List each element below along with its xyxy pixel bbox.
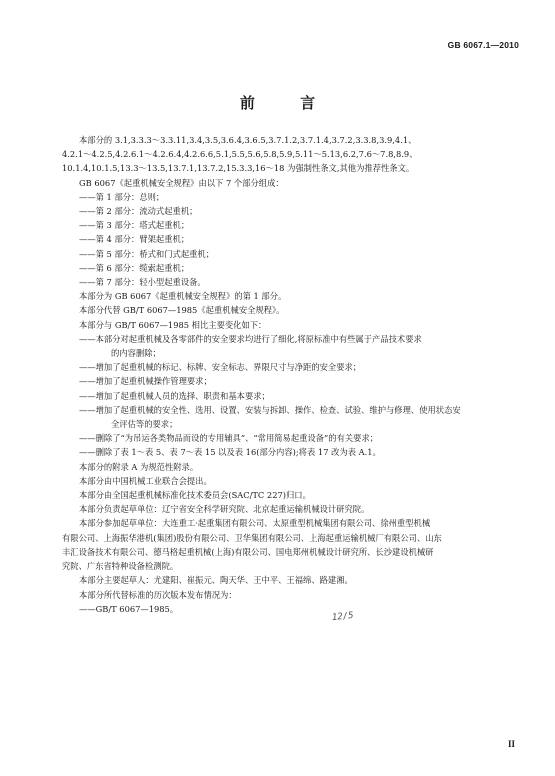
- paragraph-line: ——第 4 部分：臂架起重机；: [79, 234, 190, 245]
- paragraph-line: 本部分代替 GB/T 6067—1985《起重机械安全规程》。: [79, 305, 285, 316]
- paragraph-line: ——增加了起重机械操作管理要求；: [79, 376, 212, 387]
- paragraph-line: ——第 7 部分：轻小型起重设备。: [79, 277, 206, 288]
- paragraph-line: 丰汇设备技术有限公司、德马格起重机械(上海)有限公司、国电郑州机械设计研究所、长沙建设机械研: [62, 546, 434, 557]
- paragraph-line: ——增加了起重机械的标记、标牌、安全标志、界限尺寸与净距的安全要求；: [79, 362, 362, 373]
- paragraph-line: ——第 6 部分：缆索起重机；: [79, 262, 190, 273]
- paragraph-line: GB 6067《起重机械安全规程》由以下 7 个部分组成：: [79, 177, 284, 188]
- paragraph-line: 本部分与 GB/T 6067—1985 相比主要变化如下：: [79, 319, 267, 330]
- paragraph-line: ——第 2 部分：流动式起重机；: [79, 206, 198, 217]
- paragraph-line: 10.1.4,10.1.5,13.3～13.5,13.7.1,13.7.2,15.3.3,16～18 为强制性条文,其他为推荐性条文。: [62, 163, 415, 174]
- paragraph-line: 本部分由全国起重机械标准化技术委员会(SAC/TC 227)归口。: [79, 490, 311, 501]
- paragraph-line: 全评估等的要求；: [111, 419, 178, 430]
- paragraph-line: 的内容删除；: [111, 348, 161, 359]
- paragraph-line: 本部分的 3.1,3.3.3～3.3.11,3.4,3.5,3.6.4,3.6.5,3.7.1.2,3.7.1.4,3.7.2,3.3.8,3.9,4.1、: [79, 135, 417, 145]
- paragraph-line: 4.2.1～4.2.5,4.2.6.1～4.2.6.4,4.2.6.6,5.1,5.5,5.6,5.8,5.9,5.11～5.13,6.2,7.6～7.8,8.9、: [62, 149, 418, 160]
- paragraph-line: 本部分为 GB 6067《起重机械安全规程》的第 1 部分。: [79, 291, 287, 302]
- paragraph-line: ——第 3 部分：塔式起重机；: [79, 220, 190, 231]
- paragraph-line: 究院、广东省特种设备检测院。: [62, 561, 179, 572]
- paragraph-line: 本部分由中国机械工业联合会提出。: [79, 475, 212, 486]
- paragraph-line: ——第 5 部分：桥式和门式起重机；: [79, 248, 215, 259]
- paragraph-line: 本部分所代替标准的历次版本发布情况为：: [79, 589, 237, 600]
- paragraph-line: 本部分的附录 A 为规范性附录。: [79, 461, 199, 472]
- page-number: II: [507, 739, 515, 749]
- paragraph-line: 有限公司、上海振华港机(集团)股份有限公司、卫华集团有限公司、上海起重运输机械厂有限公司、山东: [62, 532, 442, 543]
- foreword-body: [62, 133, 520, 616]
- paragraph-line: ——本部分对起重机械及各零部件的安全要求均进行了细化,将原标准中有些属于产品技术要求: [79, 333, 422, 344]
- paragraph-line: 本部分参加起草单位：大连重工·起重集团有限公司、太原重型机械集团有限公司、徐州重型机械: [79, 518, 431, 529]
- handwritten-annotation: 12/5: [331, 610, 355, 624]
- paragraph-line: ——GB/T 6067—1985。: [79, 603, 179, 614]
- paragraph-line: 本部分负责起草单位：辽宁省安全科学研究院、北京起重运输机械设计研究院。: [79, 504, 370, 515]
- paragraph-line: ——增加了起重机械人员的选择、职责和基本要求；: [79, 390, 270, 401]
- paragraph-line: 本部分主要起草人：尤建阳、崔振元、陶天华、王中平、王福绵、路建湘。: [79, 575, 353, 586]
- page-title: 前 言: [239, 94, 336, 112]
- standard-code: GB 6067.1—2010: [447, 40, 519, 50]
- paragraph-line: ——删除了“为吊运各类物品而设的专用辅具”、“常用简易起重设备”的有关要求；: [79, 433, 379, 444]
- paragraph-line: ——删除了表 1～表 5、表 7～表 15 以及表 16(部分内容);将表 17 改为表 A.1。: [79, 447, 381, 458]
- paragraph-line: ——增加了起重机械的安全性、选用、设置、安装与拆卸、操作、检查、试验、维护与修理、使用状态安: [79, 404, 461, 415]
- paragraph-line: ——第 1 部分：总则；: [79, 191, 165, 202]
